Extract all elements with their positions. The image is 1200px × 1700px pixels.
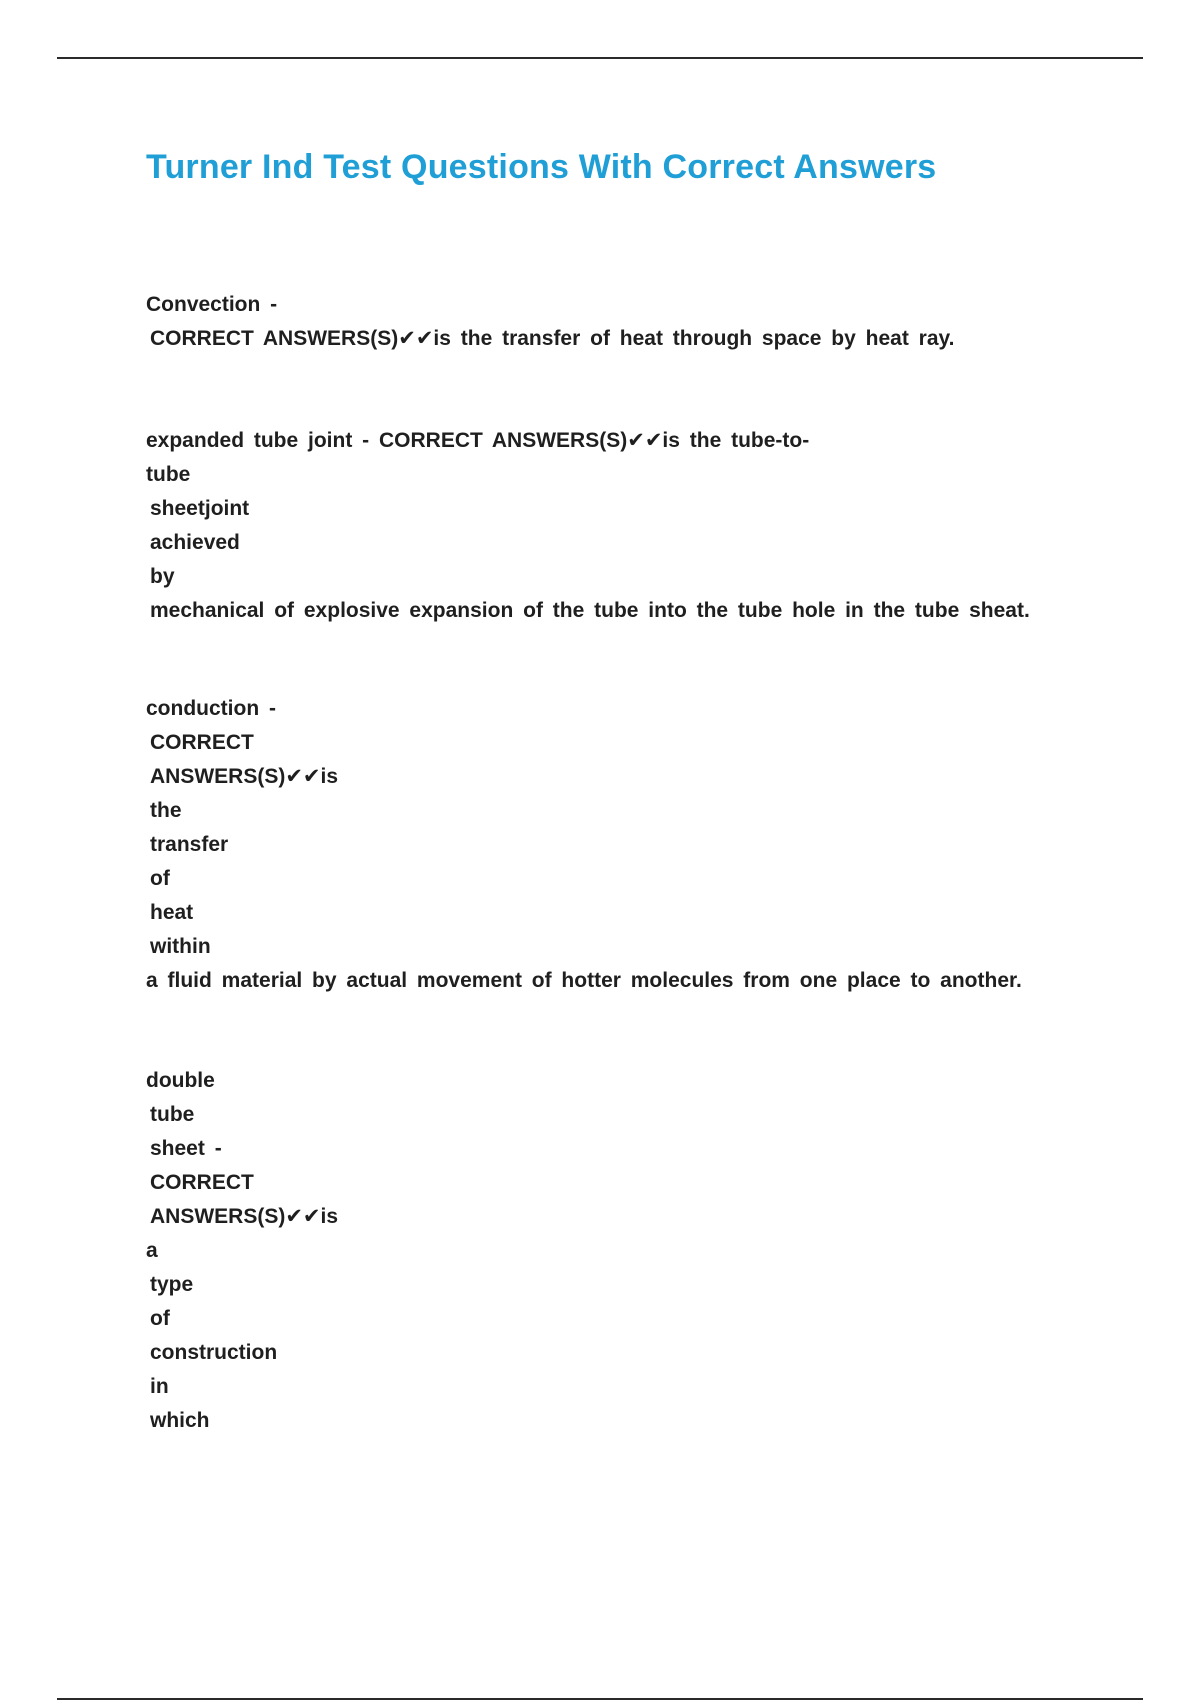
answer-line: construction (150, 1341, 278, 1364)
answer-line: which (150, 1409, 210, 1432)
answer-line: of (150, 1307, 170, 1330)
answer-line: CORRECT (150, 731, 254, 754)
document-title: Turner Ind Test Questions With Correct Answers (146, 148, 937, 186)
answer-line: a (146, 1239, 158, 1262)
answer-line: heat (150, 901, 194, 924)
qa-entry-expanded-tube-joint (146, 424, 1030, 628)
question-term: tube (150, 1103, 195, 1126)
qa-entry-conduction (146, 692, 1022, 998)
question-term: Convection - (146, 293, 278, 316)
answer-line: sheetjoint (150, 497, 250, 520)
answer-line: mechanical of explosive expansion of the tube into the tube hole in the tube sheat. (150, 599, 1030, 622)
answer-line: a fluid material by actual movement of hotter molecules from one place to another. (146, 969, 1022, 992)
answer-line: ANSWERS(S)✔✔is (150, 765, 339, 788)
header-rule (57, 57, 1143, 59)
answer-line: type (150, 1273, 194, 1296)
answer-line: CORRECT (150, 1171, 254, 1194)
answer-line: within (150, 935, 211, 958)
answer-line: tube (146, 463, 191, 486)
answer-line: CORRECT ANSWERS(S)✔✔is the transfer of heat through space by heat ray. (150, 327, 955, 350)
answer-line: achieved (150, 531, 240, 554)
answer-line: ANSWERS(S)✔✔is (150, 1205, 339, 1228)
question-term: sheet - (150, 1137, 222, 1160)
qa-entry-double-tube-sheet (146, 1064, 338, 1438)
answer-line: of (150, 867, 170, 890)
answer-line: transfer (150, 833, 229, 856)
question-term: double (146, 1069, 215, 1092)
qa-entry-convection (146, 288, 954, 356)
answer-line: by (150, 565, 175, 588)
answer-line: the (150, 799, 182, 822)
question-term: conduction - (146, 697, 276, 720)
question-line: expanded tube joint - CORRECT ANSWERS(S)✔✔is the tube-to- (146, 429, 810, 452)
answer-line: in (150, 1375, 169, 1398)
